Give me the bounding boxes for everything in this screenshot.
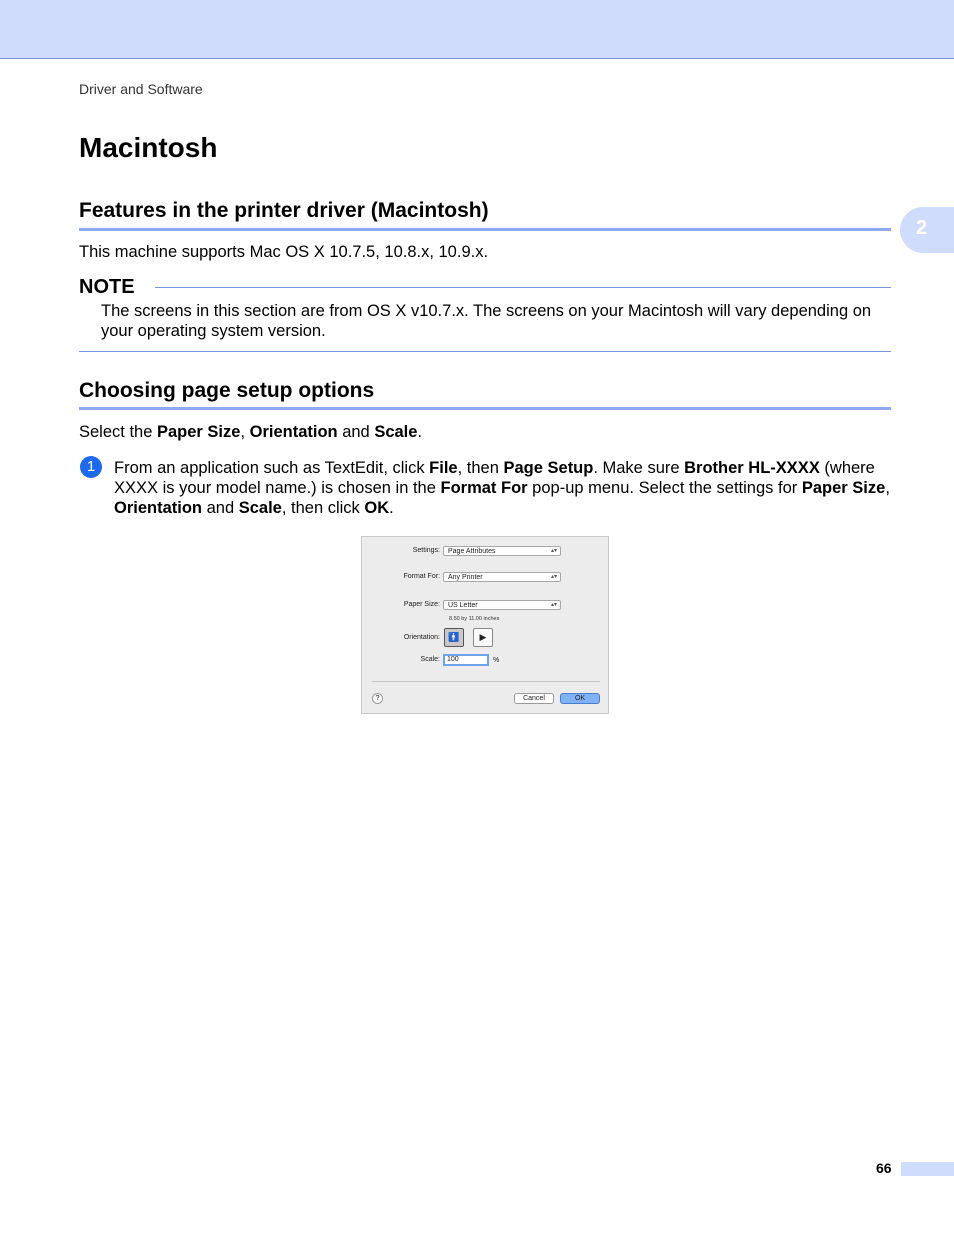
help-icon[interactable]: ? — [372, 693, 383, 704]
landscape-orientation-icon[interactable]: ▶ — [473, 628, 493, 647]
section-heading-page-setup: Choosing page setup options — [79, 379, 375, 402]
dialog-separator — [372, 681, 600, 682]
scale-unit: % — [493, 657, 500, 664]
updown-arrows-icon: ▴▾ — [550, 548, 557, 554]
settings-value: Page Attributes — [448, 548, 496, 555]
settings-label: Settings: — [412, 547, 440, 554]
section-rule — [79, 228, 891, 231]
updown-arrows-icon: ▴▾ — [550, 574, 557, 580]
note-bottom-rule — [79, 351, 891, 352]
page-number-bar — [901, 1162, 954, 1176]
supported-os-text: This machine supports Mac OS X 10.7.5, 10.8.x, 10.9.x. — [79, 243, 489, 261]
intro-text: Select the Paper Size, Orientation and Scale. — [79, 423, 423, 441]
page-number: 66 — [876, 1160, 892, 1176]
cancel-button[interactable]: Cancel — [514, 693, 554, 704]
paper-size-value: US Letter — [448, 602, 478, 609]
top-header-band — [0, 0, 954, 59]
note-rule — [155, 287, 891, 288]
paper-size-label: Paper Size: — [403, 601, 440, 608]
chapter-tab — [900, 207, 954, 253]
page-title: Macintosh — [79, 132, 218, 163]
ok-button[interactable]: OK — [560, 693, 600, 704]
format-for-label: Format For: — [403, 573, 440, 580]
orientation-label: Orientation: — [403, 634, 440, 641]
step-number-badge: 1 — [80, 456, 102, 478]
format-for-popup[interactable] — [443, 572, 561, 582]
updown-arrows-icon: ▴▾ — [550, 602, 557, 608]
running-head: Driver and Software — [79, 81, 203, 97]
section-heading-features: Features in the printer driver (Macintosh) — [79, 199, 489, 222]
format-for-value: Any Printer — [448, 574, 483, 581]
chapter-number: 2 — [916, 217, 928, 239]
page-setup-dialog — [361, 536, 609, 714]
step-text: From an application such as TextEdit, click File, then Page Setup. Make sure Brother HL-XXXX (where XXXX is your model name.) is chosen in the Format For pop-up menu. Select the settings for Paper Size, Orientation and Scale, then click OK. — [114, 459, 890, 517]
note-text: The screens in this section are from OS X v10.7.x. The screens on your Macintosh will vary depending on your operating system version. — [101, 302, 872, 340]
paper-dimensions-note: 8.50 by 11.00 inches — [449, 616, 500, 622]
section-rule — [79, 407, 891, 410]
settings-popup[interactable] — [443, 546, 561, 556]
scale-label: Scale: — [420, 656, 440, 663]
portrait-orientation-icon[interactable]: 🚹 — [444, 628, 464, 647]
scale-input[interactable]: 100 — [443, 654, 489, 666]
note-label: NOTE — [79, 276, 135, 298]
paper-size-popup[interactable] — [443, 600, 561, 610]
